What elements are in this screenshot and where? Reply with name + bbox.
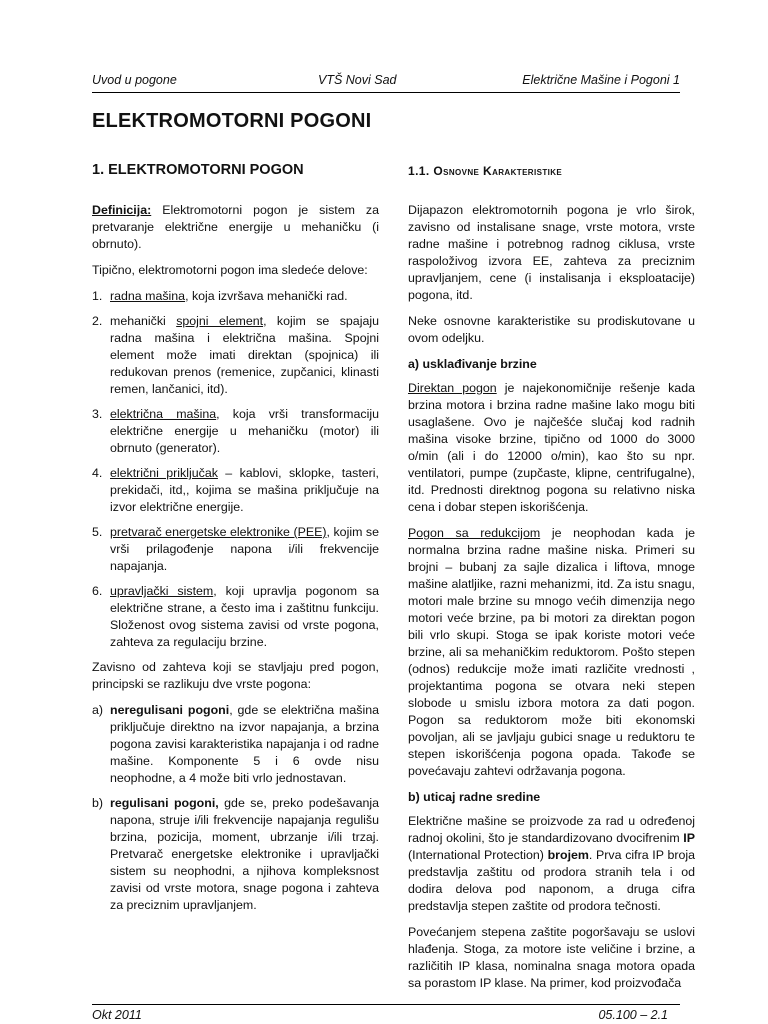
definition-label: Definicija: xyxy=(92,203,152,217)
list-item: b) regulisani pogoni, gde se, preko podešavanja napona, struje i/ili frekvencije napajanja regulišu brzina, pozicija, moment, ubrzanje i/ili trzaj. Pretvarač energetske elektronike i upravljački sistem su neophodni, a njihova kompleksnost zavisi od vrste motora, snage pogona i zahteva za preciznim upravljanjem. xyxy=(92,796,379,912)
list-item: 6. upravljački sistem, koji upravlja pogonom sa električne strane, a često ima i zaštitnu funkciju. Složenost ovog sistema zavisi od vrste pogona, zahteva za regulaciju brzine. xyxy=(92,584,379,649)
list-item: 5. pretvarač energetske elektronike (PEE), kojim se vrši prilagođenje napona i/ili frekvencije napajanja. xyxy=(92,525,380,573)
list-item: 2. mehanički spojni element, kojim se spajaju radna mašina i električna mašina. Spojni element može imati direktan (spojnica) ili redukovan prenos (remenice, zupčanici, klinasti remen, lančanici, itd). xyxy=(92,314,379,396)
parts-list xyxy=(92,288,379,651)
definition-text: Elektromotorni pogon je sistem za pretvaranje električne energije u mehaničku (i obrnuto). xyxy=(92,203,379,251)
cooling-paragraph: Povećanjem stepena zaštite pogoršavaju se uslovi hlađenja. Stoga, za motore iste veličine i brzine, a različitih IP klasa, nominalna snaga motora opada sa porastom IP klase. Na primer, kod proizvođača xyxy=(408,925,695,990)
header-divider xyxy=(92,92,680,93)
parts-intro: Tipično, elektromotorni pogon ima sledeće delove: xyxy=(92,263,368,277)
list-item: 1. radna mašina, koja izvršava mehanički rad. xyxy=(92,289,348,303)
direct-drive-paragraph: Direktan pogon je najekonomičnije rešenje kada brzina motora i brzina radne mašine lako mogu biti usaglašene. Ovo je najčešće slučaj kod radnih mašina visoke brzine, tipično od 1000 do 3000 o/min (ali i do 12000 o/min), kao što su npr. ventilatori, pumpe (zupčaste, klipne, centrifugalne), itd. Prednosti direktnog pogona su relativno niska cena i dobar stepen iskorišćenja. xyxy=(408,381,695,514)
list-item: 3. električna mašina, koja vrši transformaciju električne energije u mehaničku (motor) ili obrnuto (generator). xyxy=(92,407,379,455)
header-course: Uvod u pogone xyxy=(92,73,177,87)
environment-heading: b) uticaj radne sredine xyxy=(408,790,541,804)
footer-divider xyxy=(92,1004,680,1005)
speed-matching-heading: a) usklađivanje brzine xyxy=(408,357,537,371)
right-column xyxy=(408,163,695,1001)
list-item: a) neregulisani pogoni, gde se električna mašina priključuje direktno na izvor napajanja, a brzina pogona zavisi karakteristika napajanja i od radne mašine. Komponente 5 i 6 ovde nisu neophodne, a 4 može biti vrlo jednostavan. xyxy=(92,703,379,785)
footer-page-number: 05.100 – 2.1 xyxy=(598,1008,668,1022)
range-paragraph: Dijapazon elektromotornih pogona je vrlo širok, zavisno od instalisane snage, vrste motora, vrste radne mašine i potrebnog radnog ciklusa, vrste raspoloživog izvora EE, zahteva za preciznim upravljanjem, cene (i instalisanja i eksploatacije) pogona, itd. xyxy=(408,203,695,302)
left-column xyxy=(92,160,379,922)
list-item: 4. električni priključak – kablovi, sklopke, tasteri, prekidači, itd,, kojima se mašina priključuje na izvor električne energije. xyxy=(92,466,379,514)
definition-paragraph xyxy=(92,202,379,253)
section-heading: 1. ELEKTROMOTORNI POGON xyxy=(92,162,304,178)
ip-paragraph: Električne mašine se proizvode za rad u određenoj radnoj okolini, što je standardizovano dvocifrenim IP (International Protection) brojem. Prva cifra IP broja predstavlja zaštitu od prodora stranih tela i od dodira delova pod naponom, a druga cifra predstavlja stepen zaštite od prodora tečnosti. xyxy=(408,814,696,913)
reduction-drive-paragraph: Pogon sa redukcijom je neophodan kada je normalna brzina radne mašine niska. Primeri su brojni – bubanj za sajle dizalica i liftova, mnoge mašine alatljike, razni mehanizmi, itd. Za istu snagu, motori male brzine su mnogo većih dimenzija nego motori veće brzine, pa bi motori za direktan pogon bili vrlo skupi. Stoga se ipak koriste motori veće brzine, ali sa mehaničkim reduktorom. Pošto stepen (odnos) redukcije može imati različite vrednosti , projektantima pogona se otvara neki stepen slobode u smislu izbora motora za dati pogon. Pogon sa reduktorom može biti ekonomski povoljan, ali se javljaju gubici snage u reduktoru te stepen iskorišćenja pogona opada. Takođe se povećavaju zahtevi održavanja pogona. xyxy=(408,526,695,778)
overview-paragraph: Neke osnovne karakteristike su prodiskutovane u ovom odeljku. xyxy=(408,314,695,345)
types-list xyxy=(92,702,379,914)
subsection-heading: 1.1. Osnovne Karakteristike xyxy=(408,164,563,178)
types-intro: Zavisno od zahteva koji se stavljaju pred pogon, principski se razlikuju dve vrste pogona: xyxy=(92,660,379,691)
footer-date: Okt 2011 xyxy=(92,1008,142,1022)
header-school: VTŠ Novi Sad xyxy=(318,73,397,87)
header-subject: Električne Mašine i Pogoni 1 xyxy=(522,73,680,87)
document-title: ELEKTROMOTORNI POGONI xyxy=(92,110,372,132)
